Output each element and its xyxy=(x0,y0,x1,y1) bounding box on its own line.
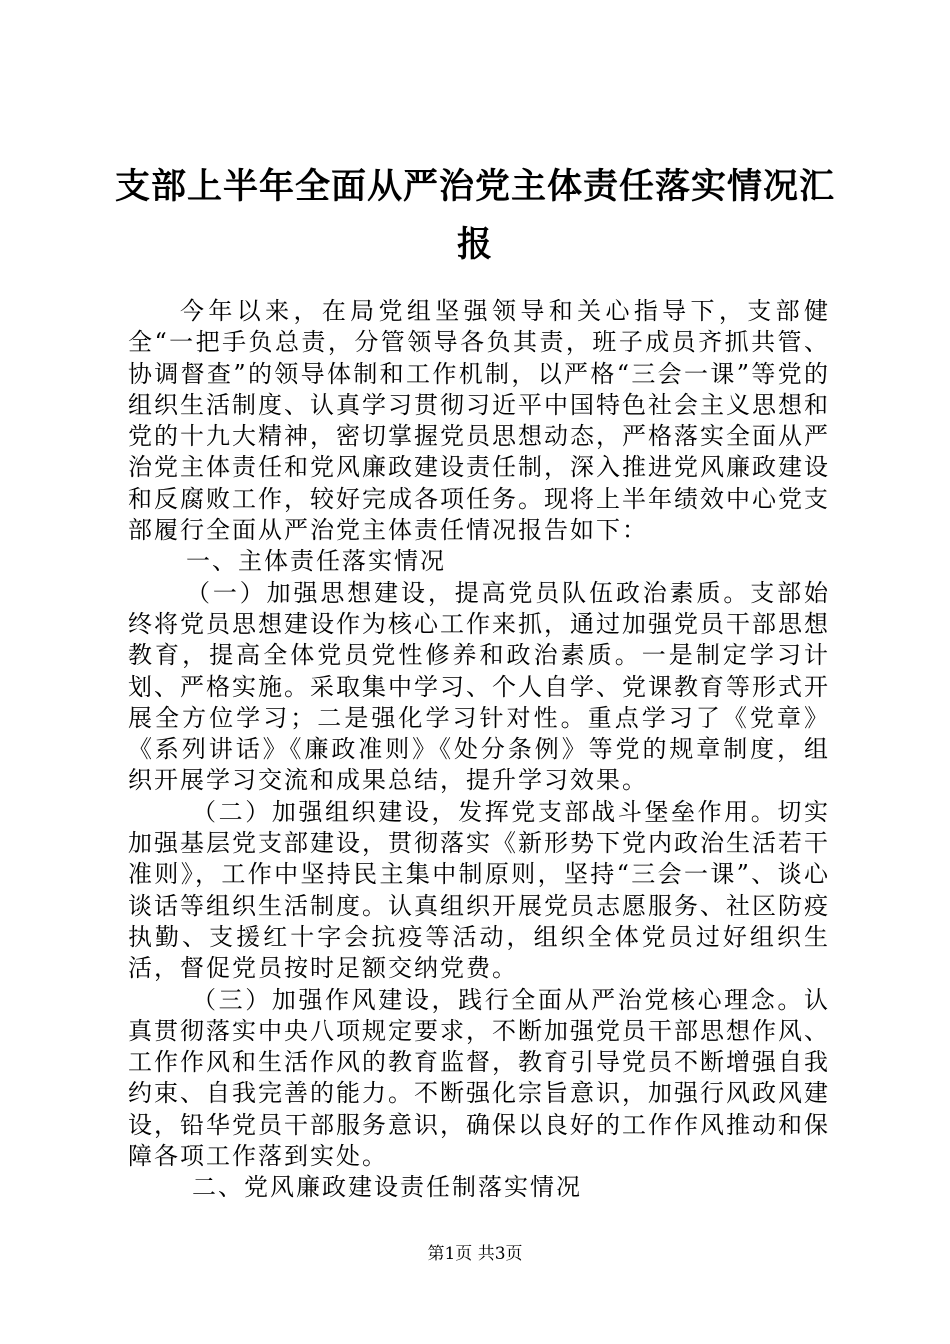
intro-paragraph: 今年以来，在局党组坚强领导和关心指导下，支部健全“一把手负总责，分管领导各负其责，班子成员齐抓共管、协调督查”的领导体制和工作机制，以严格“三会一课”等党的组织生活制度、认真学习贯彻习近平中国特色社会主义思想和党的十九大精神，密切掌握党员思想动态，严格落实全面从严治党主体责任和党风廉政建设责任制，深入推进党风廉政建设和反腐败工作，较好完成各项任务。现将上半年绩效中心党支部履行全面从严治党主体责任情况报告如下： xyxy=(128,297,830,545)
section-heading-1: 一、主体责任落实情况 xyxy=(186,547,446,576)
subsection-paragraph-1: （一）加强思想建设，提高党员队伍政治素质。支部始终将党员思想建设作为核心工作来抓，通过加强党员干部思想教育，提高全体党员党性修养和政治素质。一是制定学习计划、严格实施。采取集中学习、个人自学、党课教育等形式开展全方位学习；二是强化学习针对性。重点学习了《党章》《系列讲话》《廉政准则》《处分条例》等党的规章制度，组织开展学习交流和成果总结，提升学习效果。 xyxy=(128,578,830,795)
section-heading-2: 二、党风廉政建设责任制落实情况 xyxy=(192,1173,582,1202)
document-body xyxy=(128,296,830,1204)
page-number: 第1页 共3页 xyxy=(427,1244,523,1264)
subsection-paragraph-3: （三）加强作风建设，践行全面从严治党核心理念。认真贯彻落实中央八项规定要求，不断加强党员干部思想作风、工作作风和生活作风的教育监督，教育引导党员不断增强自我约束、自我完善的能力。不断强化宗旨意识，加强行风政风建设，铅华党员干部服务意识，确保以良好的工作作风推动和保障各项工作落到实处。 xyxy=(128,985,830,1171)
subsection-paragraph-2: （二）加强组织建设，发挥党支部战斗堡垒作用。切实加强基层党支部建设，贯彻落实《新形势下党内政治生活若干准则》，工作中坚持民主集中制原则，坚持“三会一课”、谈心谈话等组织生活制度。认真组织开展党员志愿服务、社区防疫执勤、支援红十字会抗疫等活动，组织全体党员过好组织生活，督促党员按时足额交纳党费。 xyxy=(128,797,830,983)
document-title: 支部上半年全面从严治党主体责任落实情况汇报 xyxy=(114,166,835,265)
